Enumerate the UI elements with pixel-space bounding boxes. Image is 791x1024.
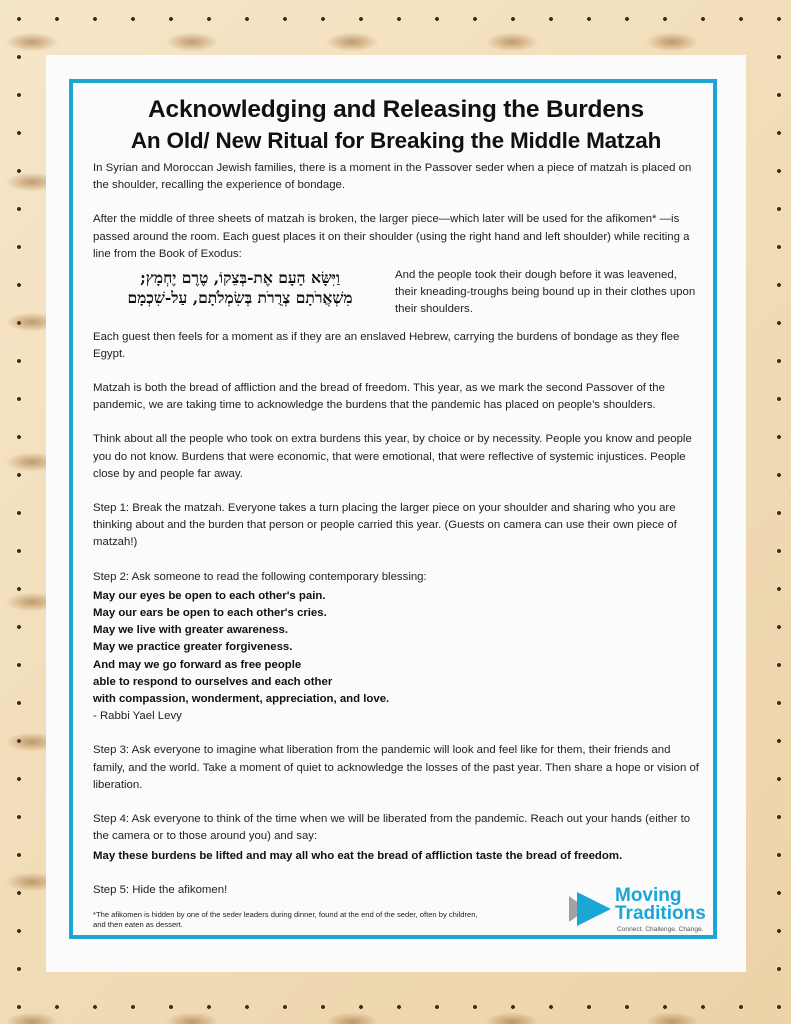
footnote-line-2: and then eaten as dessert.	[93, 920, 183, 929]
logo-word-moving: Moving	[615, 885, 682, 906]
step-4-saying: May these burdens be lifted and may all who eat the bread of affliction taste the bread of freedom.	[93, 849, 623, 862]
matzah-paragraph: Matzah is both the bread of affliction and the bread of freedom. This year, as we mark the second Passover of the pandemic, we are taking time to acknowledge the burdens that the pandemic has placed on people’s shoulders.	[93, 382, 665, 412]
hebrew-line-1: וַיִּשָּׂא הָעָם אֶת-בְּצֵקוֹ, טֶרֶם יֶחְמָץ;	[140, 268, 340, 288]
document-content	[93, 94, 699, 916]
think-about-paragraph: Think about all the people who took on extra burdens this year, by choice or by necessity. People you know and people you do not know. Burdens that were economic, that were emotional, that were reflective of systemic injustices. People close by and people far away.	[93, 433, 692, 480]
blessing-line: May we practice greater forgiveness.	[93, 641, 293, 654]
logo-wordmark	[615, 887, 706, 923]
moving-traditions-logo	[569, 887, 714, 937]
blessing-line: May our eyes be open to each other's pain.	[93, 589, 326, 602]
blessing-line: May our ears be open to each other's cries.	[93, 607, 327, 620]
exodus-verse	[93, 267, 699, 319]
blessing-line: May we live with greater awareness.	[93, 624, 288, 637]
blessing	[93, 588, 699, 708]
blessing-attribution: - Rabbi Yael Levy	[93, 710, 182, 723]
each-guest-paragraph: Each guest then feels for a moment as if they are an enslaved Hebrew, carrying the burdens of bondage as they flee Egypt.	[93, 330, 680, 360]
step-5: Step 5: Hide the afikomen!	[93, 883, 228, 896]
logo-triangle-icon	[569, 892, 611, 926]
blessing-line: And may we go forward as free people	[93, 658, 302, 671]
hebrew-line-2: מִשְׁאֲרֹתָם צְרֻרֹת בְּשִׂמְלֹתָם, עַל-שִׁכְמָם	[127, 288, 353, 308]
step-3: Step 3: Ask everyone to imagine what liberation from the pandemic will look and feel like for them, their friends and family, and the world. Take a moment of quiet to acknowledge the losses of the past year. Then share a hope or vision of liberation.	[93, 744, 699, 791]
blessing-line: able to respond to ourselves and each other	[93, 675, 333, 688]
hebrew-verse	[93, 267, 387, 308]
after-middle-paragraph: After the middle of three sheets of matzah is broken, the larger piece—which later will be used for the afikomen* —is passed around the room. Each guest places it on their shoulder (using the right hand and left shoulder) while reciting a line from the Book of Exodus:	[93, 213, 690, 260]
step-1: Step 1: Break the matzah. Everyone takes a turn placing the larger piece on your shoulder and sharing who you are thinking about and the burden that person or people carried this year. (Guests on camera can use their own piece of matzah!)	[93, 502, 677, 549]
step-4: Step 4: Ask everyone to think of the time when we will be liberated from the pandemic. Reach out your hands (either to the camera or to those around you) and say:	[93, 813, 691, 843]
intro-paragraph: In Syrian and Moroccan Jewish families, there is a moment in the Passover seder when a piece of matzah is placed on the shoulder, recalling the experience of bondage.	[93, 162, 692, 192]
footnote-line-1: *The afikomen is hidden by one of the seder leaders during dinner, found at the end of the seder, often by children,	[93, 910, 478, 919]
footnote	[93, 910, 533, 930]
verse-translation: And the people took their dough before it was leavened, their kneading-troughs being bound up in their clothes upon their shoulders.	[395, 269, 696, 316]
document-subtitle: An Old/ New Ritual for Breaking the Middle Matzah	[130, 128, 662, 153]
logo-tagline: Connect. Challenge. Change.	[617, 926, 704, 933]
step-2: Step 2: Ask someone to read the following contemporary blessing:	[93, 570, 427, 583]
blessing-line: with compassion, wonderment, appreciation, and love.	[93, 693, 390, 706]
document-title: Acknowledging and Releasing the Burdens	[148, 96, 644, 123]
logo-word-traditions: Traditions	[615, 903, 706, 924]
